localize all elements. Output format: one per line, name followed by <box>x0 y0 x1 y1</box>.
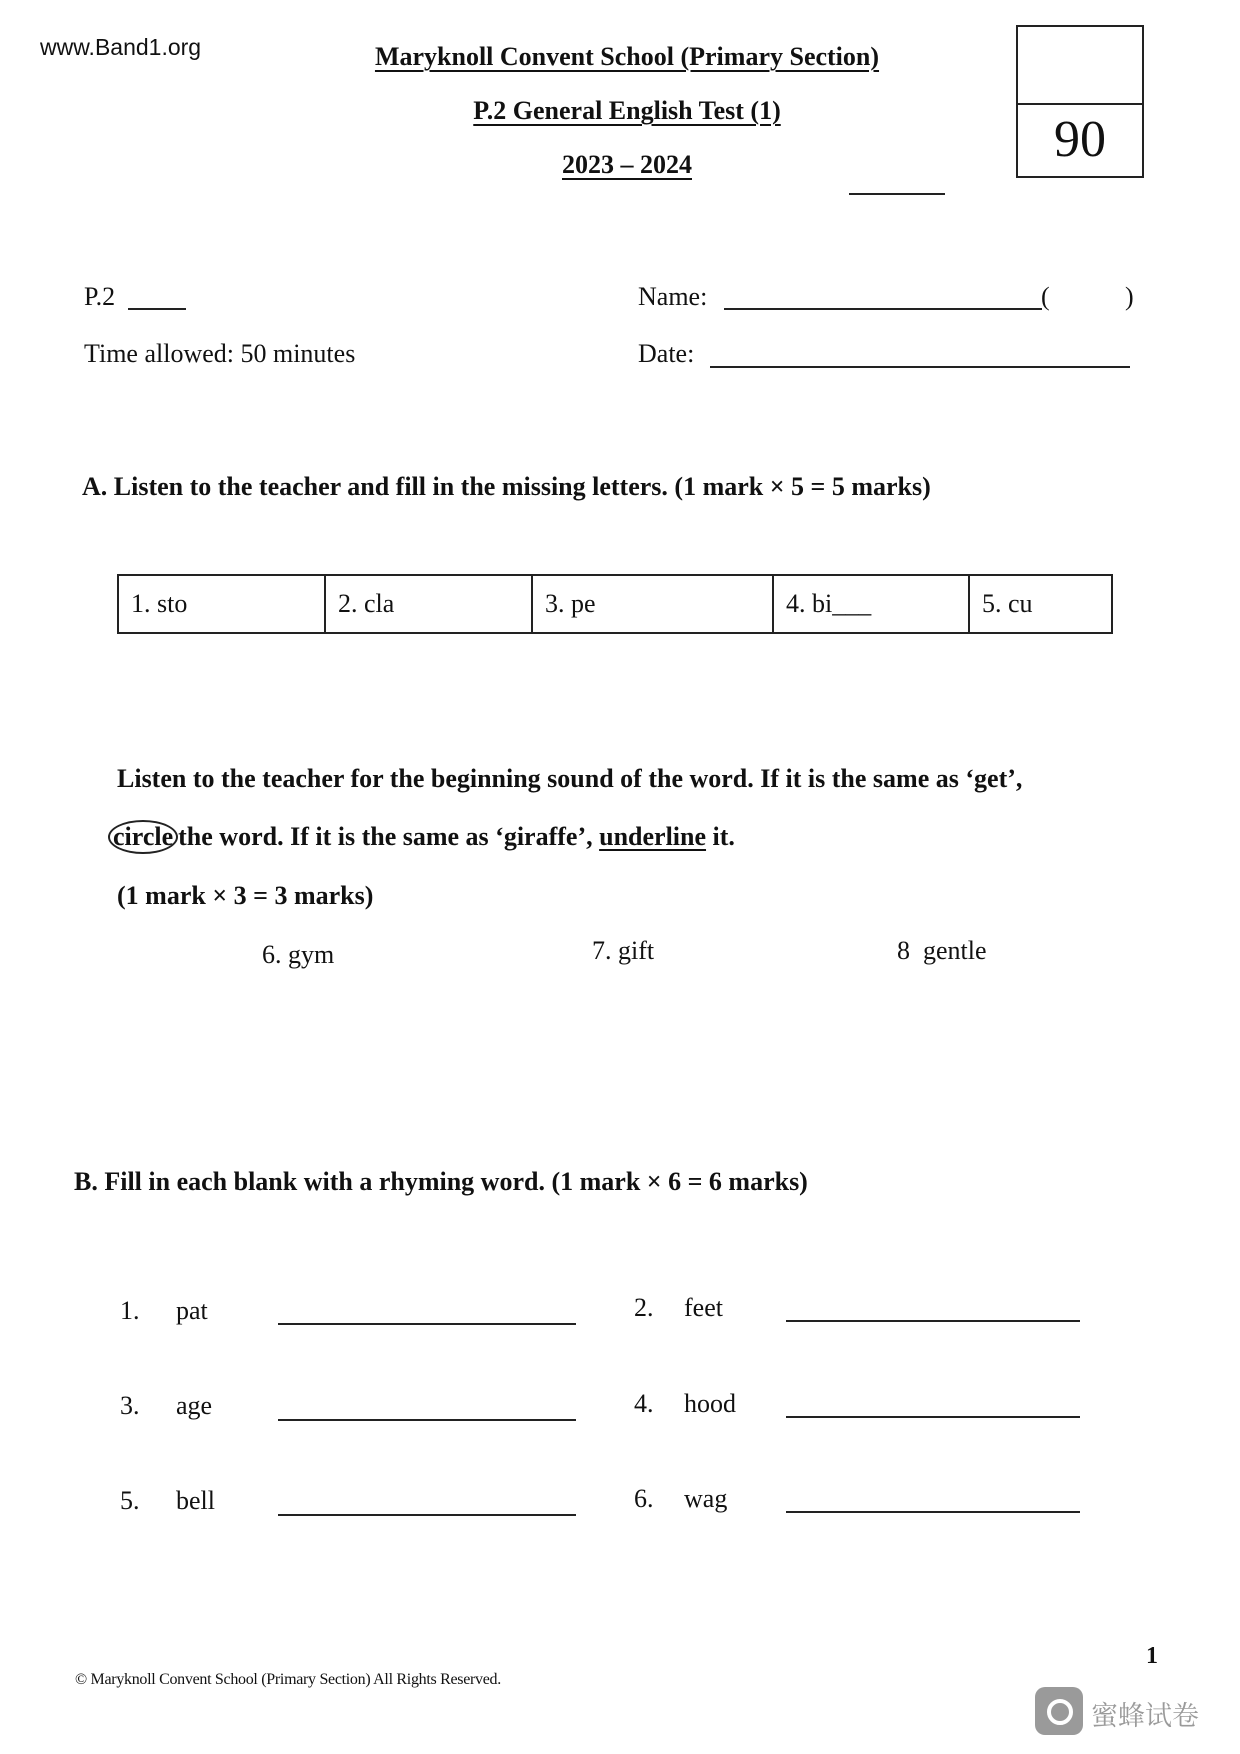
total-marks: 90 <box>1054 111 1106 168</box>
school-year: 2023 – 2024 <box>562 150 692 179</box>
rhyme-blank[interactable] <box>278 1419 576 1421</box>
rhyme-word: bell <box>176 1486 215 1515</box>
brand-name: 蜜蜂试卷 <box>1091 1701 1199 1732</box>
word-item[interactable]: 8 gentle <box>897 936 987 965</box>
page-number: 1 <box>1146 1643 1158 1669</box>
word-item[interactable]: 7. gift <box>592 936 655 965</box>
score-box <box>1016 25 1144 178</box>
missing-letter-item[interactable]: 2. cla <box>325 575 532 633</box>
rhyme-blank[interactable] <box>786 1511 1080 1513</box>
test-title: P.2 General English Test (1) <box>473 96 781 125</box>
class-no-close: ) <box>1125 282 1134 311</box>
rhyme-word: pat <box>176 1296 208 1325</box>
underline-example: underline <box>599 822 707 851</box>
rhyme-word: wag <box>684 1484 728 1513</box>
instruction-text: it. <box>706 822 735 851</box>
rhyme-number: 2. <box>634 1293 654 1322</box>
missing-letter-item[interactable]: 3. pe <box>532 575 773 633</box>
score-field <box>1018 27 1142 105</box>
rhyme-word: age <box>176 1391 213 1420</box>
rhyme-word: feet <box>684 1293 723 1322</box>
rhyme-blank[interactable] <box>786 1320 1080 1322</box>
brand-logo-icon <box>1035 1687 1083 1735</box>
rhyme-blank[interactable] <box>278 1514 576 1516</box>
missing-letters-table <box>117 574 1113 634</box>
instruction-line-1: Listen to the teacher for the beginning sound of the word. If it is the same as ‘get’, <box>117 764 1023 793</box>
rhyme-number: 4. <box>634 1389 654 1418</box>
copyright: © Maryknoll Convent School (Primary Section) All Rights Reserved. <box>75 1671 501 1688</box>
class-no-open: ( <box>1041 282 1050 311</box>
rhyme-number: 5. <box>120 1486 140 1515</box>
site-watermark: www.Band1.org <box>40 34 202 60</box>
instruction-marks: (1 mark × 3 = 3 marks) <box>117 881 374 910</box>
rhyme-number: 1. <box>120 1296 140 1325</box>
section-b-heading: B. Fill in each blank with a rhyming word. (1 mark × 6 = 6 marks) <box>74 1167 808 1196</box>
word-item[interactable]: 6. gym <box>262 940 335 969</box>
class-label: P.2 <box>84 282 116 311</box>
rhyme-blank[interactable] <box>786 1416 1080 1418</box>
rhyme-blank[interactable] <box>278 1323 576 1325</box>
missing-letter-item[interactable]: 4. bi___ <box>773 575 969 633</box>
class-blank[interactable] <box>128 308 186 310</box>
rhyme-number: 6. <box>634 1484 654 1513</box>
date-blank[interactable] <box>710 366 1130 368</box>
circle-example: circle <box>108 820 178 854</box>
section-a-heading: A. Listen to the teacher and fill in the missing letters. (1 mark × 5 = 5 marks) <box>82 472 931 501</box>
name-blank[interactable] <box>724 308 1042 310</box>
short-line <box>849 193 945 195</box>
date-label: Date: <box>638 339 695 368</box>
rhyme-number: 3. <box>120 1391 140 1420</box>
rhyme-word: hood <box>684 1389 736 1418</box>
time-allowed: Time allowed: 50 minutes <box>84 339 356 368</box>
name-label: Name: <box>638 282 708 311</box>
missing-letter-item[interactable]: 1. sto <box>118 575 325 633</box>
missing-letter-item[interactable]: 5. cu <box>969 575 1112 633</box>
school-title: Maryknoll Convent School (Primary Section) <box>374 42 880 71</box>
instruction-text: the word. If it is the same as ‘giraffe’, <box>178 822 600 851</box>
instruction-line-2 <box>108 820 735 854</box>
